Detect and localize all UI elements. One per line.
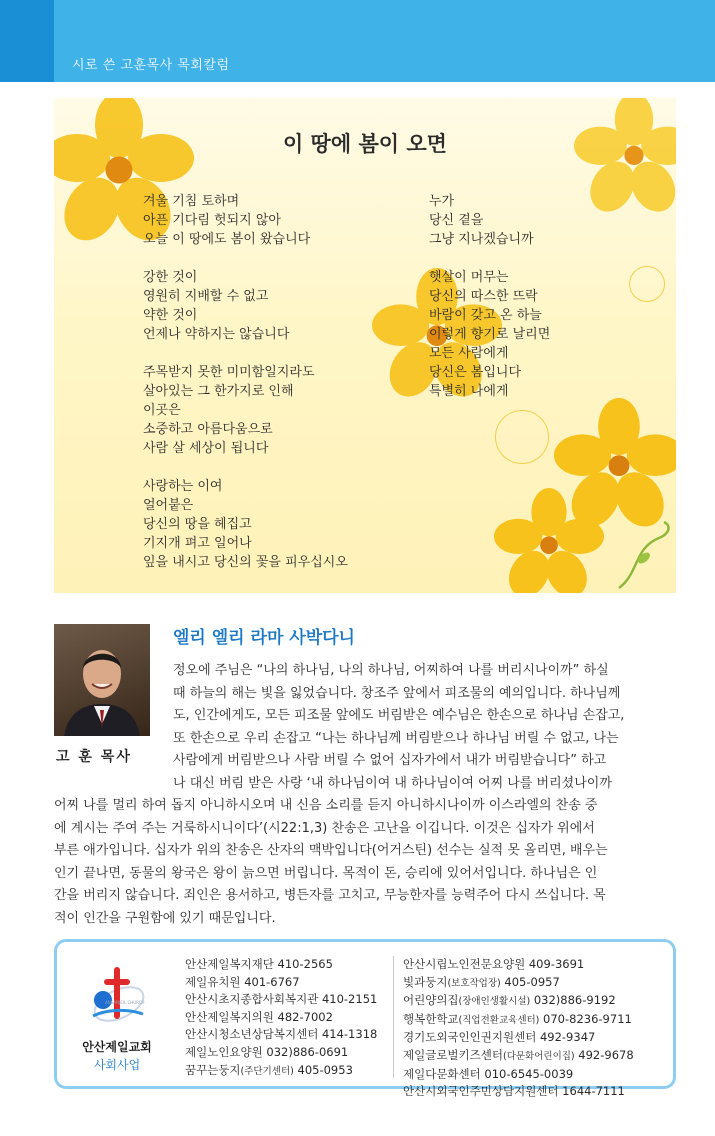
footer-item-main: 어린양의집 bbox=[403, 993, 459, 1008]
poem-left-column bbox=[143, 192, 348, 591]
poem-line: 사람 살 세상이 됩니다 bbox=[143, 441, 269, 456]
poem-stanza bbox=[143, 477, 348, 572]
footer-item-main: 안산제일복지의원 482-7002 bbox=[185, 1009, 333, 1024]
footer-item-note: (장애인생활시설) 032)886-9192 bbox=[458, 993, 616, 1008]
poem-line: 언제나 약하지는 않습니다 bbox=[143, 327, 290, 342]
poem-line: 약한 것이 bbox=[143, 308, 198, 323]
poem-line: 사랑하는 이여 bbox=[143, 479, 223, 494]
poem-line: 주목받지 못한 미미함일지라도 bbox=[143, 365, 315, 380]
poem-line: 강한 것이 bbox=[143, 270, 198, 285]
church-subtitle: 사회사업 bbox=[93, 1058, 141, 1072]
column-body-top bbox=[173, 660, 677, 796]
church-name: 안산제일교회 bbox=[82, 1040, 152, 1054]
footer-list-item bbox=[185, 1062, 377, 1081]
poem-line: 아픈 기다림 헛되지 않아 bbox=[143, 213, 281, 228]
poem-line: 오늘 이 땅에도 봄이 왔습니다 bbox=[143, 232, 311, 247]
poem-line: 당신 곁을 bbox=[429, 213, 484, 228]
poem-line: 겨울 기침 토하며 bbox=[143, 194, 240, 209]
column-line: 또 한손으로 우리 손잡고 “나는 하나님께 버림받으나 하나님 버릴 수 없고, 나는 bbox=[173, 730, 619, 746]
footer-list-item bbox=[185, 1044, 377, 1062]
poem-line: 모든 사람에게 bbox=[429, 346, 509, 361]
poem-line: 바람이 갖고 온 하늘 bbox=[429, 308, 542, 323]
footer-list-item bbox=[403, 1083, 634, 1101]
column-line: 에 계시는 주여 주는 거룩하시니이다’(시22:1,3) 찬송은 고난을 이깁니다. 이것은 십자가 위에서 bbox=[54, 820, 595, 836]
column-title: 엘리 엘리 라마 사박다니 bbox=[173, 628, 355, 648]
poem-line: 기지개 펴고 일어나 bbox=[143, 536, 252, 551]
footer-item-main: 안산시초지종합사회복지관 410-2151 bbox=[185, 992, 378, 1007]
poem-line: 소중하고 아름다움으로 bbox=[143, 422, 273, 437]
poem-line: 당신은 봄입니다 bbox=[429, 365, 522, 380]
column-line: 나 대신 버림 받은 사랑 ‘내 하나님이여 내 하나님이여 어찌 나를 버리셨나이까 bbox=[173, 775, 612, 791]
poem-line: 살아있는 그 한가지로 인해 bbox=[143, 384, 294, 399]
poem-stanza bbox=[429, 268, 550, 401]
column-line: 사람에게 버림받으나 사람 버릴 수 없어 십자가에서 내가 버림받습니다” 하고 bbox=[173, 753, 607, 769]
footer-list-left bbox=[185, 956, 377, 1080]
column-line: 간을 버리지 않습니다. 죄인은 용서하고, 병든자를 고치고, 무능한자를 능력주어 다시 쓰십니다. 목 bbox=[54, 888, 606, 904]
footer-list-item bbox=[403, 956, 634, 974]
footer-item-note: (직업전환교육센터) 070-8236-9711 bbox=[458, 1011, 632, 1026]
column-line: 부른 애가입니다. 십자가 위의 찬송은 산자의 맥박입니다(어거스틴) 선수는 실적 못 올리면, 배우는 bbox=[54, 843, 608, 859]
footer-item-note: (보호작업장) 405-0957 bbox=[447, 974, 560, 989]
footer-item-main: 경기도외국인인권지원센터 492-9347 bbox=[403, 1030, 596, 1045]
vine-decoration bbox=[614, 518, 676, 593]
footer-item-main: 빛과둥지 bbox=[403, 974, 448, 989]
poem-panel bbox=[54, 98, 676, 593]
footer-item-main: 행복한학교 bbox=[403, 1011, 459, 1026]
footer-list-item bbox=[403, 1011, 634, 1030]
footer-list-item bbox=[185, 1026, 377, 1044]
column-line: 때 하늘의 해는 빛을 잃었습니다. 창조주 앞에서 피조물의 예의입니다. 하나님께 bbox=[173, 685, 621, 701]
author-name: 고 훈 목사 bbox=[56, 749, 132, 765]
footer-list-item bbox=[403, 974, 634, 993]
header-accent bbox=[0, 0, 54, 82]
footer-item-main: 제일유치원 401-6767 bbox=[185, 974, 300, 989]
church-logo-icon bbox=[81, 964, 151, 1034]
footer-list-item bbox=[185, 974, 377, 992]
footer-item-main: 꿈꾸는둥지 bbox=[185, 1062, 241, 1077]
footer-list-item bbox=[403, 992, 634, 1011]
column-line: 어찌 나를 멀리 하여 돕지 아니하시오며 내 신음 소리를 듣지 아니하시나이까 이스라엘의 찬송 중 bbox=[54, 798, 598, 813]
flower-decoration-top-right bbox=[574, 98, 676, 218]
footer-item-note: (주단기센터) 405-0953 bbox=[240, 1062, 353, 1077]
footer-item-main: 제일글로벌키즈센터 bbox=[403, 1047, 503, 1062]
poem-line: 얼어붙은 bbox=[143, 498, 194, 513]
footer-item-main: 제일노인요양원 032)886-0691 bbox=[185, 1044, 349, 1059]
column-body-bottom bbox=[54, 795, 677, 931]
footer-divider bbox=[393, 956, 394, 1078]
column-line: 인기 끝나면, 동물의 왕국은 왕이 늙으면 버립니다. 목적이 돈, 승리에 있어서입니다. 하나님은 인 bbox=[54, 865, 598, 881]
poem-line: 그냥 지나겠습니까 bbox=[429, 232, 534, 247]
footer-item-main: 안산시청소년상담복지센터 414-1318 bbox=[185, 1027, 378, 1042]
author-portrait-image bbox=[54, 624, 150, 736]
poem-line: 잎을 내시고 당신의 꽃을 피우십시오 bbox=[143, 555, 348, 570]
footer-list-item bbox=[185, 1009, 377, 1027]
footer-box bbox=[54, 939, 676, 1099]
poem-line: 당신의 따스한 뜨락 bbox=[429, 289, 538, 304]
footer-list-item bbox=[403, 1029, 634, 1047]
footer-list-right bbox=[403, 956, 634, 1101]
poem-stanza bbox=[143, 268, 348, 344]
poem-line: 영원히 지배할 수 없고 bbox=[143, 289, 269, 304]
circle-decoration bbox=[629, 266, 665, 302]
footer-item-main: 제일다문화센터 010-6545-0039 bbox=[403, 1066, 574, 1081]
poem-line: 누가 bbox=[429, 194, 455, 209]
poem-line: 특별히 나에게 bbox=[429, 384, 509, 399]
poem-right-column bbox=[429, 192, 550, 420]
poem-stanza bbox=[143, 192, 348, 249]
column-line: 정오에 주님은 “나의 하나님, 나의 하나님, 어찌하여 나를 버리시나이까” 하실 bbox=[173, 663, 609, 678]
footer-list-item bbox=[403, 1066, 634, 1084]
column-line: 적이 인간을 구원함에 있기 때문입니다. bbox=[54, 910, 276, 926]
header-title: 시로 쓴 고훈목사 목회칼럼 bbox=[72, 58, 230, 73]
church-logo-text: ANSANJEIL CHURCH bbox=[105, 1000, 145, 1005]
footer-list-item bbox=[185, 991, 377, 1009]
column-line: 도, 인간에게도, 모든 피조물 앞에도 버림받은 예수님은 한손으로 하나님 손잡고, bbox=[173, 708, 625, 724]
flower-decoration-bottom-right bbox=[494, 488, 604, 593]
poem-line: 당신의 땅을 헤집고 bbox=[143, 517, 252, 532]
poem-stanza bbox=[429, 192, 550, 249]
poem-title: 이 땅에 봄이 오면 bbox=[283, 132, 447, 156]
footer-list-item bbox=[185, 956, 377, 974]
poem-line: 이곳은 bbox=[143, 403, 181, 418]
author-photo bbox=[54, 624, 150, 736]
poem-line: 이렇게 향기로 날리면 bbox=[429, 327, 551, 342]
footer-item-main: 안산시외국인주민상담지원센터 1644-7111 bbox=[403, 1084, 625, 1099]
footer-item-main: 안산시립노인전문요양원 409-3691 bbox=[403, 957, 585, 971]
footer-list-item bbox=[403, 1047, 634, 1066]
poem-line: 햇살이 머무는 bbox=[429, 270, 509, 285]
poem-stanza bbox=[143, 363, 348, 458]
footer-item-main: 안산제일복지재단 410-2565 bbox=[185, 957, 333, 971]
footer-item-note: (다문화어린이집) 492-9678 bbox=[502, 1047, 634, 1062]
